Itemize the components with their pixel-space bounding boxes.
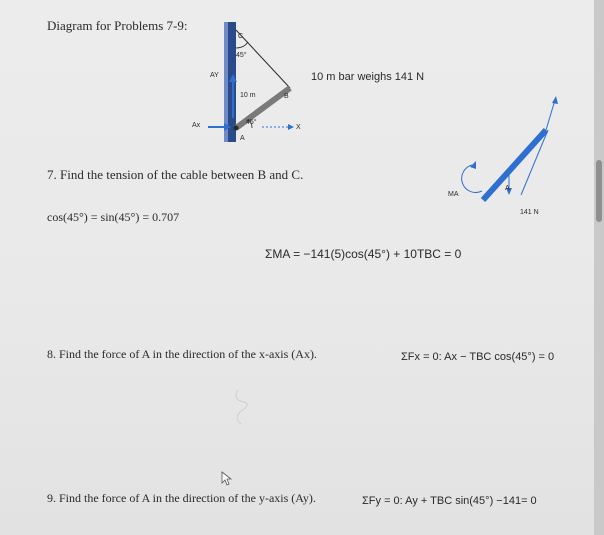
problem8-equation: ΣFx = 0: Ax − TBC cos(45°) = 0 <box>401 351 555 363</box>
page-title: Diagram for Problems 7-9: <box>47 18 188 33</box>
diagram-note: 10 m bar weighs 141 N <box>311 71 425 83</box>
x-axis-arrowhead <box>288 124 294 130</box>
problem7-question: 7. Find the tension of the cable between B and C. <box>47 167 304 182</box>
stray-mark <box>236 390 247 424</box>
label-length: 10 m <box>240 92 256 99</box>
label-c: C <box>238 33 244 40</box>
label-ax: Ax <box>192 122 201 129</box>
cursor-icon <box>222 472 231 485</box>
label-b: B <box>284 93 289 100</box>
vertical-scrollbar[interactable] <box>594 0 604 535</box>
sketch-cable-arrowhead <box>552 96 558 104</box>
label-x: X <box>296 124 301 131</box>
moment-arc <box>462 165 482 193</box>
sketch-cable <box>546 100 555 130</box>
label-force: 141 N <box>520 209 539 216</box>
problem7-equation: ΣMA = −141(5)cos(45°) + 10TBC = 0 <box>265 247 462 261</box>
angle-arc-top <box>236 42 248 48</box>
scrollbar-thumb[interactable] <box>596 160 602 222</box>
sketch-label-a: A <box>505 185 510 192</box>
cable-bc <box>236 30 290 88</box>
label-ay: AY <box>210 72 219 79</box>
label-angle-bottom: 45° <box>246 119 257 126</box>
label-ma: MA <box>448 191 459 198</box>
problem9-question: 9. Find the force of A in the direction of the y-axis (Ay). <box>47 491 316 505</box>
problem9-equation: ΣFy = 0: Ay + TBC sin(45°) −141= 0 <box>362 495 537 507</box>
trig-identity: cos(45°) = sin(45°) = 0.707 <box>47 210 180 224</box>
label-a: A <box>240 135 245 142</box>
label-angle-top: 45° <box>236 52 247 59</box>
pin-a <box>234 126 239 131</box>
problem8-question: 8. Find the force of A in the direction of the x-axis (Ax). <box>47 347 317 361</box>
sketch-bar <box>483 130 546 200</box>
